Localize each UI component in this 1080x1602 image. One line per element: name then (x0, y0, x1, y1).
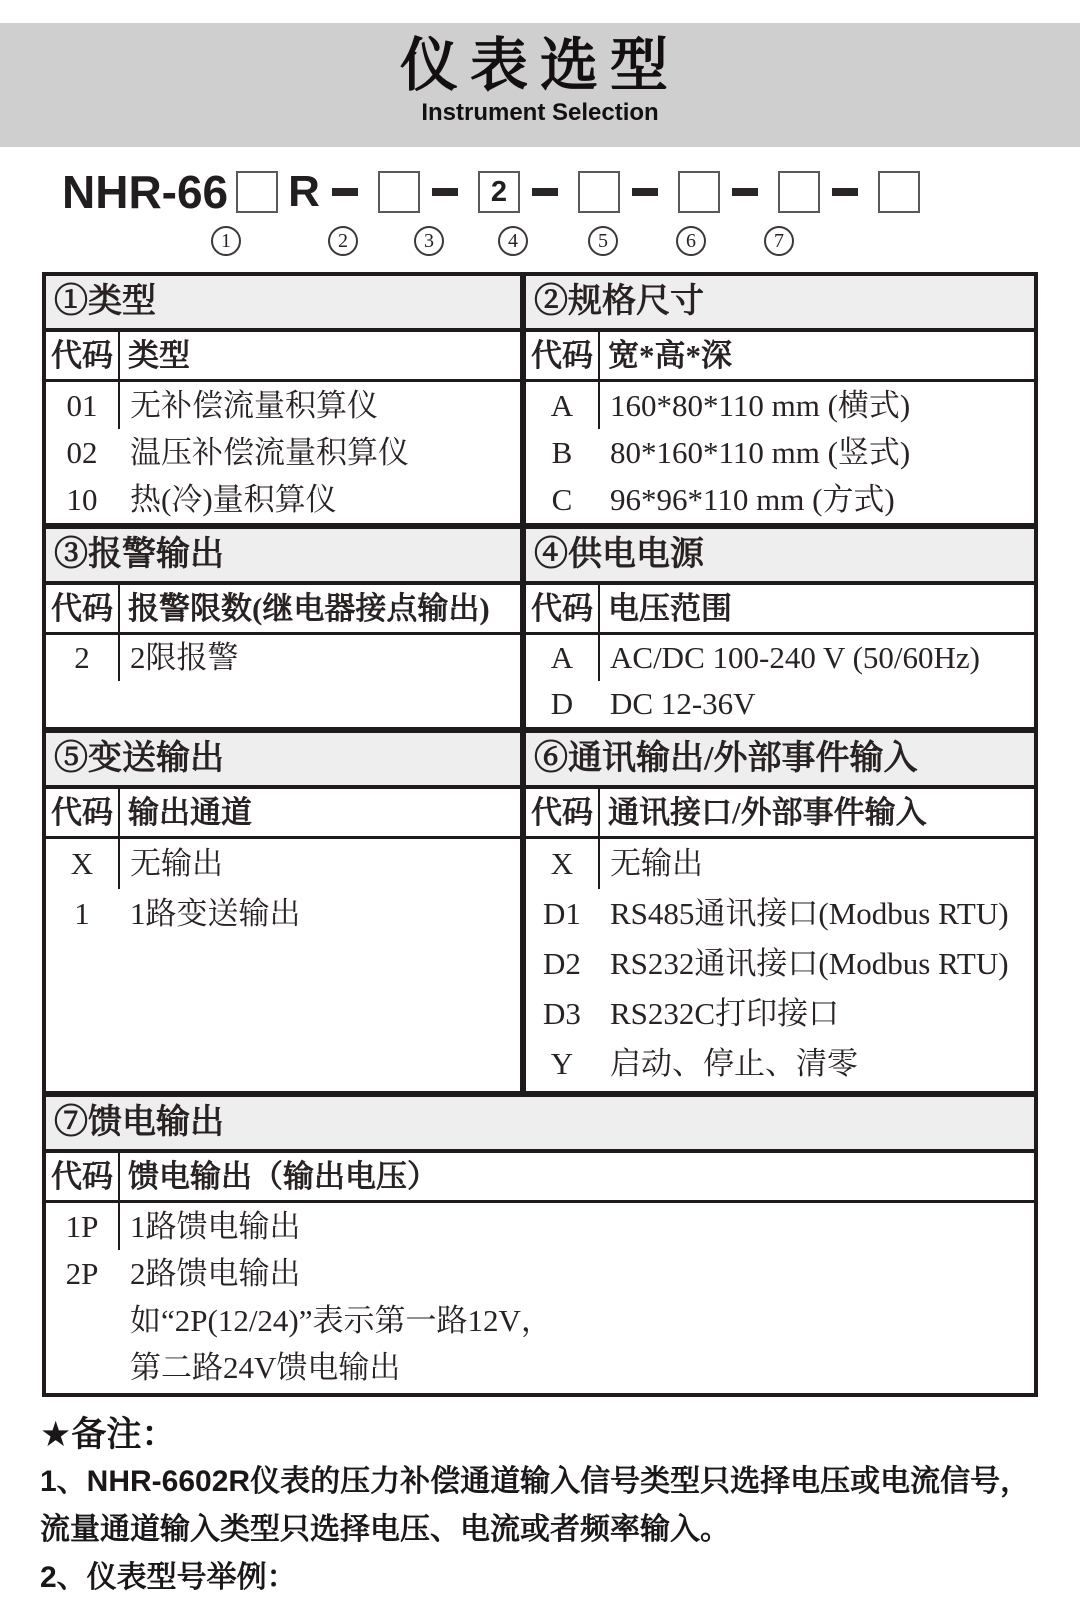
code-value: 2P (65, 1256, 99, 1291)
code-value: X (70, 846, 94, 881)
remark-line: 1、NHR-6602R仪表的压力补偿通道输入信号类型只选择电压或电流信号， (40, 1465, 1031, 1498)
section-rows (526, 635, 1034, 727)
section-rows (46, 635, 520, 727)
desc-value: DC 12-36V (610, 686, 756, 721)
selection-table (42, 272, 1038, 1397)
desc-value: AC/DC 100-240 V (50/60Hz) (610, 640, 980, 675)
model-box-7 (878, 171, 920, 213)
desc-value: 温压补偿流量积算仪 (130, 435, 409, 470)
code-value (46, 1297, 118, 1344)
section-power-supply (526, 529, 1034, 727)
code-value: D (550, 686, 574, 721)
circled-number-4: 4 (498, 226, 528, 256)
remarks-title: ★备注： (40, 1415, 177, 1454)
model-fixed-letter: R (288, 167, 320, 216)
desc-value: 80*160*110 mm (竖式) (610, 435, 911, 470)
desc-column-header: 馈电输出（输出电压） (128, 1159, 438, 1194)
section-rows (526, 839, 1034, 1091)
desc-value: 第二路24V馈电输出 (130, 1350, 401, 1385)
remark-line: 流量通道输入类型只选择电压、电流或者频率输入。 (40, 1513, 730, 1546)
model-box-5 (678, 171, 720, 213)
desc-column-header: 电压范围 (608, 591, 732, 626)
code-value: D3 (543, 996, 581, 1031)
dash-separator (732, 188, 758, 196)
code-value: A (550, 640, 574, 675)
section-title: ③报警输出 (46, 529, 520, 585)
desc-value: 96*96*110 mm (方式) (610, 482, 895, 517)
desc-value: 无补偿流量积算仪 (130, 388, 378, 423)
code-value: 1 (74, 896, 90, 931)
code-value: C (551, 482, 573, 517)
circled-number-2: 2 (328, 226, 358, 256)
model-prefix: NHR-66 (62, 166, 229, 218)
section-title: ①类型 (46, 276, 520, 332)
desc-value: 160*80*110 mm (横式) (610, 388, 911, 423)
page-title: 仪表选型 (399, 33, 680, 98)
desc-value: 2限报警 (130, 640, 239, 675)
desc-value: 热(冷)量积算仪 (130, 482, 337, 517)
section-rows (46, 1203, 1034, 1393)
code-value: X (550, 846, 574, 881)
page-subtitle: Instrument Selection (421, 99, 659, 126)
circled-number-5: 5 (588, 226, 618, 256)
column-header-row (46, 332, 520, 382)
code-column-header: 代码 (526, 332, 600, 379)
code-value: A (550, 388, 574, 423)
code-value: 10 (66, 482, 98, 517)
model-code-line (62, 166, 920, 218)
code-column-header: 代码 (46, 1153, 120, 1200)
table-row-pair-1 (46, 276, 1034, 523)
dash-separator (532, 188, 558, 196)
section-title: ⑤变送输出 (46, 733, 520, 789)
code-value: 1P (65, 1209, 99, 1244)
column-header-row (526, 585, 1034, 635)
desc-column-header: 宽*高*深 (608, 338, 732, 373)
remark-line: 2、仪表型号举例： (40, 1561, 297, 1594)
code-column-header: 代码 (46, 332, 120, 379)
column-header-row (46, 789, 520, 839)
model-box-2 (378, 171, 420, 213)
circled-number-7: 7 (764, 226, 794, 256)
circled-number-1: 1 (211, 226, 241, 256)
desc-value: 无输出 (610, 846, 703, 881)
desc-value: 如“2P(12/24)”表示第一路12V， (130, 1303, 552, 1338)
section-feed-output (46, 1097, 1034, 1393)
model-box-3: 2 (478, 171, 520, 213)
desc-column-header: 通讯接口/外部事件输入 (608, 795, 927, 830)
section-alarm-output (46, 529, 520, 727)
code-value: 2 (74, 640, 90, 675)
code-value: 02 (66, 435, 98, 470)
code-column-header: 代码 (46, 789, 120, 836)
section-title: ⑦馈电输出 (46, 1097, 1034, 1153)
position-markers-row (0, 226, 1080, 258)
section-title: ⑥通讯输出/外部事件输入 (526, 733, 1034, 789)
column-header-row (46, 585, 520, 635)
desc-value: RS485通讯接口(Modbus RTU) (610, 896, 1009, 931)
dash-separator (632, 188, 658, 196)
section-title: ②规格尺寸 (526, 276, 1034, 332)
table-row-pair-2 (46, 529, 1034, 727)
column-header-row (46, 1153, 1034, 1203)
desc-column-header: 类型 (128, 338, 190, 373)
section-dimensions (526, 276, 1034, 523)
code-value: Y (550, 1046, 574, 1081)
page-header-band (0, 23, 1080, 147)
desc-value: 1路变送输出 (130, 896, 301, 931)
dash-separator (332, 188, 358, 196)
column-header-row (526, 332, 1034, 382)
column-header-row (526, 789, 1034, 839)
model-box-1 (236, 171, 278, 213)
code-value (46, 1344, 118, 1391)
code-column-header: 代码 (526, 789, 600, 836)
section-type (46, 276, 520, 523)
circled-number-3: 3 (414, 226, 444, 256)
code-value: 01 (66, 388, 98, 423)
dash-separator (432, 188, 458, 196)
code-value: D2 (543, 946, 581, 981)
table-row-section-7 (46, 1097, 1034, 1393)
code-column-header: 代码 (46, 585, 120, 632)
section-rows (46, 382, 520, 523)
model-box-6 (778, 171, 820, 213)
code-value: B (551, 435, 573, 470)
model-box-4 (578, 171, 620, 213)
remarks-block (40, 1412, 1052, 1602)
section-rows (526, 382, 1034, 523)
section-communication-output (526, 733, 1034, 1091)
section-transmitting-output (46, 733, 520, 1091)
desc-value: 启动、停止、清零 (610, 1046, 858, 1081)
code-column-header: 代码 (526, 585, 600, 632)
desc-value: 无输出 (130, 846, 223, 881)
section-rows (46, 839, 520, 1091)
desc-value: 2路馈电输出 (130, 1256, 301, 1291)
desc-value: RS232C打印接口 (610, 996, 840, 1031)
desc-value: 1路馈电输出 (130, 1209, 301, 1244)
dash-separator (832, 188, 858, 196)
code-value: D1 (543, 896, 581, 931)
desc-value: RS232通讯接口(Modbus RTU) (610, 946, 1009, 981)
desc-column-header: 输出通道 (128, 795, 252, 830)
section-title: ④供电电源 (526, 529, 1034, 585)
table-row-pair-3 (46, 733, 1034, 1091)
desc-column-header: 报警限数(继电器接点输出) (128, 591, 490, 626)
circled-number-6: 6 (676, 226, 706, 256)
